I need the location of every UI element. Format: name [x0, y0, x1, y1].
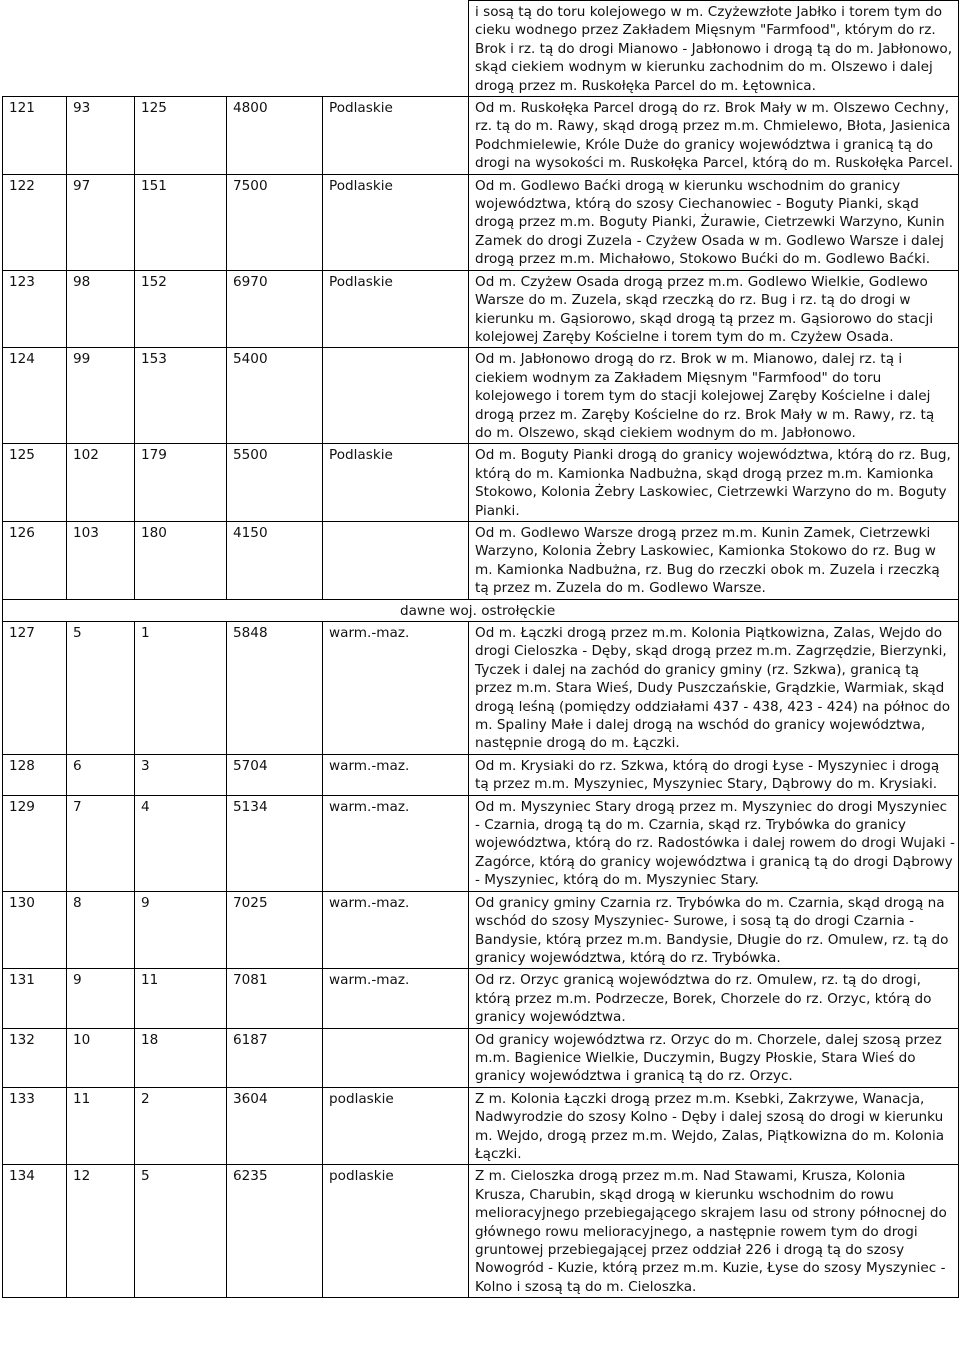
row-number: 134 [3, 1165, 67, 1298]
row-number: 133 [3, 1087, 67, 1165]
col-a: 103 [67, 521, 135, 599]
voivodeship [323, 1028, 469, 1087]
row-number: 125 [3, 444, 67, 522]
table-body [3, 1, 959, 1298]
col-c: 5704 [227, 754, 323, 795]
table-row [3, 754, 959, 795]
description: Od m. Czyżew Osada drogą przez m.m. Godlewo Wielkie, Godlewo Warsze do m. Zuzela, skąd rzeczką do rz. Bug i rz. tą do drogi w kierunku m. Gąsiorowo, skąd drogą tą przez m. Gąsiorowo do stacji kolejowej Zaręby Kościelne i torem tym do m. Czyżew Osada. [469, 270, 959, 348]
col-a: 93 [67, 97, 135, 175]
voivodeship [323, 521, 469, 599]
voivodeship: podlaskie [323, 1087, 469, 1165]
row-number: 126 [3, 521, 67, 599]
table-row [3, 795, 959, 891]
col-a: 98 [67, 270, 135, 348]
top-fragment: i sosą tą do toru kolejowego w m. Czyżewzłote Jabłko i torem tym do cieku wodnego przez Zakładem Mięsnym "Farmfood", którym do rz. Brok i rz. tą do drogi Mianowo - Jabłonowo i drogą tą do m. Jabłonowo, skąd ciekiem wodnym w kierunku zachodnim do m. Olszewo i dalej drogą przez m. Ruskołęka Parcel do m. Łętownica. [469, 1, 959, 97]
description: Od m. Jabłonowo drogą do rz. Brok w m. Mianowo, dalej rz. tą i ciekiem wodnym za Zakładem Mięsnym "Farmfood" do toru kolejowego i torem tym do stacji kolejowej Zaręby Kościelne i dalej drogą przez m. Zaręby Kościelne do rz. Brok Mały w m. Rawy, rz. tą do m. Olszewo, skąd ciekiem wodnym do m. Jabłonowo. [469, 348, 959, 444]
table-row [3, 1087, 959, 1165]
section-row [3, 599, 959, 621]
col-c: 5400 [227, 348, 323, 444]
col-a: 6 [67, 754, 135, 795]
table-row [3, 348, 959, 444]
row-number: 122 [3, 174, 67, 270]
col-b: 5 [135, 1165, 227, 1298]
voivodeship: Podlaskie [323, 174, 469, 270]
table-row [3, 891, 959, 969]
col-b: 152 [135, 270, 227, 348]
col-c: 6235 [227, 1165, 323, 1298]
col-b: 180 [135, 521, 227, 599]
col-b: 18 [135, 1028, 227, 1087]
row-number: 124 [3, 348, 67, 444]
row-number: 130 [3, 891, 67, 969]
col-b: 1 [135, 622, 227, 755]
voivodeship: podlaskie [323, 1165, 469, 1298]
description: Od m. Łączki drogą przez m.m. Kolonia Piątkowizna, Zalas, Wejdo do drogi Cieloszka - Dęby, skąd drogą przez m.m. Zagrzędzie, Bierzynki, Tyczek i dalej na zachód do granicy gminy (rz. Szkwa), granicą tą przez m.m. Stara Wieś, Dudy Puszczańskie, Grądzkie, Warmiak, skąd drogą leśną (pomiędzy oddziałami 437 - 438, 423 - 424) na północ do m. Spaliny Małe i dalej drogą na wschód do granicy województwa, następnie drogą do m. Łączki. [469, 622, 959, 755]
row-number: 123 [3, 270, 67, 348]
description: Od rz. Orzyc granicą województwa do rz. Omulew, rz. tą do drogi, którą przez m.m. Podrzecze, Borek, Chorzele do rz. Orzyc, którą do granicy województwa. [469, 969, 959, 1028]
description: Od m. Boguty Pianki drogą do granicy województwa, którą do rz. Bug, którą do m. Kamionka Nadbużna, skąd drogą przez m.m. Kamionka Stokowo, Kolonia Żebry Laskowiec, Cietrzewki Warzyno do m. Boguty Pianki. [469, 444, 959, 522]
section-label: dawne woj. ostrołęckie [3, 599, 959, 621]
col-b: 9 [135, 891, 227, 969]
col-c: 7500 [227, 174, 323, 270]
col-a: 11 [67, 1087, 135, 1165]
col-c: 7081 [227, 969, 323, 1028]
description: Od m. Godlewo Baćki drogą w kierunku wschodnim do granicy województwa, którą do szosy Ciechanowiec - Boguty Pianki, skąd drogą przez m.m. Boguty Pianki, Żurawie, Cietrzewki Warzyno, Kunin Zamek do drogi Zuzela - Czyżew Osada w m. Godlewo Warsze i dalej drogą przez m.m. Michałowo, Stokowo Bućki do m. Godlewo Baćki. [469, 174, 959, 270]
col-c: 5134 [227, 795, 323, 891]
col-b: 11 [135, 969, 227, 1028]
col-b: 179 [135, 444, 227, 522]
col-c: 7025 [227, 891, 323, 969]
col-b: 4 [135, 795, 227, 891]
table-row [3, 521, 959, 599]
col-c: 6187 [227, 1028, 323, 1087]
voivodeship: warm.-maz. [323, 891, 469, 969]
row-number: 132 [3, 1028, 67, 1087]
col-c: 6970 [227, 270, 323, 348]
description: Z m. Cieloszka drogą przez m.m. Nad Stawami, Krusza, Kolonia Krusza, Charubin, skąd drogą w kierunku wschodnim do rowu melioracyjnego przebiegającego skrajem lasu od strony północnej do głównego rowu melioracyjnego, a następnie rowem tym do drogi gruntowej przebiegającej przez oddział 226 i drogą tą do szosy Nowogród - Kuzie, którą przez m.m. Kuzie, Łyse do szosy Myszyniec - Kolno i szosą tą do m. Cieloszka. [469, 1165, 959, 1298]
description: Od m. Godlewo Warsze drogą przez m.m. Kunin Zamek, Cietrzewki Warzyno, Kolonia Żebry Laskowiec, Kamionka Stokowo do rz. Bug w m. Kamionka Nadbużna, rz. Bug do rzeczki obok m. Zuzela i rzeczką tą przez m. Zuzela do m. Godlewo Warsze. [469, 521, 959, 599]
col-c: 5500 [227, 444, 323, 522]
col-a: 9 [67, 969, 135, 1028]
row-number: 121 [3, 97, 67, 175]
table-row [3, 1, 959, 97]
voivodeship: Podlaskie [323, 444, 469, 522]
description: Od m. Krysiaki do rz. Szkwa, którą do drogi Łyse - Myszyniec i drogą tą przez m.m. Myszyniec, Myszyniec Stary, Dąbrowy do m. Krysiaki. [469, 754, 959, 795]
table-row [3, 97, 959, 175]
col-c: 4150 [227, 521, 323, 599]
col-c: 3604 [227, 1087, 323, 1165]
voivodeship: warm.-maz. [323, 969, 469, 1028]
col-b: 3 [135, 754, 227, 795]
col-a: 102 [67, 444, 135, 522]
table-row [3, 1165, 959, 1298]
table-row [3, 270, 959, 348]
empty-cell [3, 1, 469, 97]
table-row [3, 1028, 959, 1087]
col-a: 10 [67, 1028, 135, 1087]
row-number: 127 [3, 622, 67, 755]
table-row [3, 174, 959, 270]
col-b: 2 [135, 1087, 227, 1165]
col-b: 125 [135, 97, 227, 175]
col-c: 5848 [227, 622, 323, 755]
voivodeship: warm.-maz. [323, 754, 469, 795]
col-a: 7 [67, 795, 135, 891]
voivodeship: warm.-maz. [323, 622, 469, 755]
table-row [3, 969, 959, 1028]
description: Od m. Myszyniec Stary drogą przez m. Myszyniec do drogi Myszyniec - Czarnia, drogą tą do m. Czarnia, skąd rz. Trybówka do granicy województwa, którą do rz. Radostówka i dalej rowem do drogi Wujaki - Zagórce, którą do granicy województwa i granicą tą do drogi Dąbrowy - Myszyniec, którą do m. Myszyniec Stary. [469, 795, 959, 891]
district-table [2, 0, 959, 1298]
row-number: 129 [3, 795, 67, 891]
voivodeship: Podlaskie [323, 97, 469, 175]
col-a: 8 [67, 891, 135, 969]
col-a: 97 [67, 174, 135, 270]
col-a: 12 [67, 1165, 135, 1298]
table-row [3, 444, 959, 522]
col-c: 4800 [227, 97, 323, 175]
description: Od granicy gminy Czarnia rz. Trybówka do m. Czarnia, skąd drogą na wschód do szosy Myszyniec- Surowe, i sosą tą do drogi Czarnia - Bandysie, którą przez m.m. Bandysie, Długie do rz. Omulew, rz. tą do granicy województwa, którą do rz. Trybówka. [469, 891, 959, 969]
voivodeship: warm.-maz. [323, 795, 469, 891]
table-row [3, 622, 959, 755]
row-number: 131 [3, 969, 67, 1028]
col-a: 5 [67, 622, 135, 755]
col-b: 151 [135, 174, 227, 270]
description: Z m. Kolonia Łączki drogą przez m.m. Ksebki, Zakrzywe, Wanacja, Nadwyrodzie do szosy Kolno - Dęby i dalej szosą do drogi w kierunku m. Wejdo, drogą przez m.m. Wejdo, Zalas, Piątkowizna do m. Kolonia Łączki. [469, 1087, 959, 1165]
row-number: 128 [3, 754, 67, 795]
description: Od m. Ruskołęka Parcel drogą do rz. Brok Mały w m. Olszewo Cechny, rz. tą do m. Rawy, skąd drogą przez m.m. Chmielewo, Błota, Jasienica Podchmielewie, Króle Duże do granicy województwa i granicą tą do drogi na wysokości m. Ruskołęka Parcel, którą do m. Ruskołęka Parcel. [469, 97, 959, 175]
col-a: 99 [67, 348, 135, 444]
voivodeship: Podlaskie [323, 270, 469, 348]
description: Od granicy województwa rz. Orzyc do m. Chorzele, dalej szosą przez m.m. Bagienice Wielkie, Duczymin, Bugzy Płoskie, Stara Wieś do granicy województwa i granicą tą do rz. Orzyc. [469, 1028, 959, 1087]
col-b: 153 [135, 348, 227, 444]
voivodeship [323, 348, 469, 444]
